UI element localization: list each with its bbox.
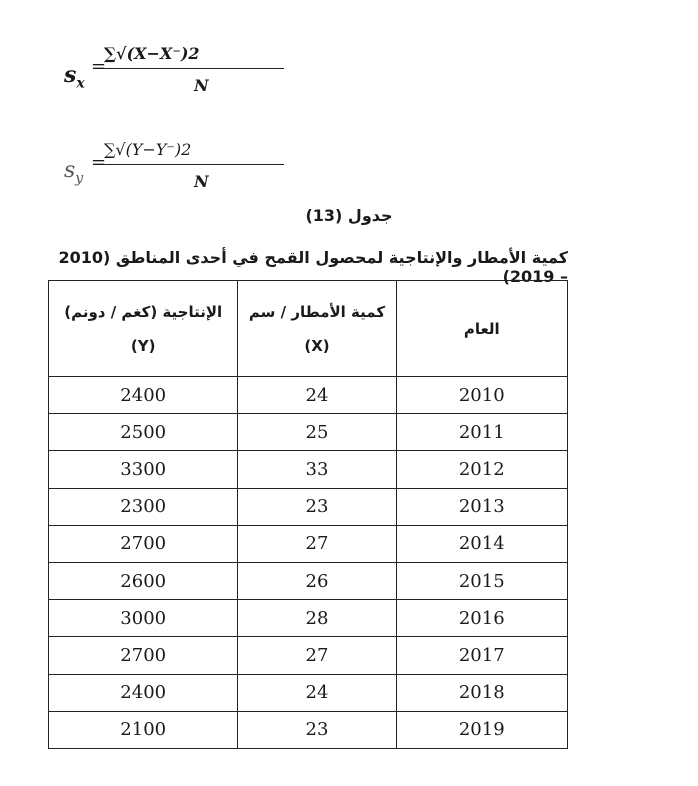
cell-rainfall: 28 — [238, 600, 396, 637]
header-productivity — [49, 281, 238, 377]
formula-sx-numerator: ∑√(X−X⁻)2 — [104, 44, 200, 63]
formula-sy-fraction-bar — [104, 164, 284, 165]
formula-sx-symbol: s — [64, 62, 77, 88]
cell-year: 2010 — [396, 377, 567, 414]
formula-sx-denominator: N — [194, 76, 209, 95]
header-rainfall-symbol: (X) — [304, 336, 330, 355]
table-body — [49, 377, 568, 749]
table-row — [49, 414, 568, 451]
cell-productivity: 2400 — [49, 377, 238, 414]
cell-productivity: 3000 — [49, 600, 238, 637]
cell-year: 2014 — [396, 525, 567, 562]
table-row — [49, 637, 568, 674]
cell-rainfall: 27 — [238, 525, 396, 562]
table-row — [49, 600, 568, 637]
table-row — [49, 525, 568, 562]
table-header-row — [49, 281, 568, 377]
cell-year: 2019 — [396, 711, 567, 748]
formula-sy-numerator: ∑√(Y−Y⁻)2 — [104, 140, 192, 159]
cell-year: 2013 — [396, 488, 567, 525]
formula-sx-equals: = — [91, 56, 107, 77]
cell-year: 2011 — [396, 414, 567, 451]
cell-productivity: 2300 — [49, 488, 238, 525]
formula-sy-subscript: y — [75, 170, 84, 187]
cell-rainfall: 23 — [238, 488, 396, 525]
header-year: العام — [396, 281, 567, 377]
formula-sy-denominator: N — [194, 172, 209, 191]
header-productivity-label: الإنتاجية (كغم / دونم) — [64, 302, 223, 321]
cell-productivity: 2100 — [49, 711, 238, 748]
formula-sx-lhs — [64, 62, 85, 91]
table-title: كمية الأمطار والإنتاجية لمحصول القمح في أحدى المناطق (2010 – 2019) — [58, 248, 568, 286]
cell-productivity: 2700 — [49, 637, 238, 674]
cell-year: 2016 — [396, 600, 567, 637]
data-table — [48, 280, 568, 749]
cell-rainfall: 25 — [238, 414, 396, 451]
cell-year: 2018 — [396, 674, 567, 711]
cell-productivity: 2700 — [49, 525, 238, 562]
header-rainfall — [238, 281, 396, 377]
formula-sx-fraction-bar — [104, 68, 284, 69]
cell-rainfall: 27 — [238, 637, 396, 674]
cell-rainfall: 24 — [238, 674, 396, 711]
cell-productivity: 2500 — [49, 414, 238, 451]
cell-productivity: 2600 — [49, 562, 238, 599]
cell-year: 2015 — [396, 562, 567, 599]
cell-rainfall: 24 — [238, 377, 396, 414]
cell-productivity: 2400 — [49, 674, 238, 711]
formula-sy-equals: = — [91, 152, 107, 173]
table-row — [49, 377, 568, 414]
header-rainfall-label: كمية الأمطار / سم — [248, 302, 386, 321]
table-row — [49, 488, 568, 525]
table-row — [49, 451, 568, 488]
formula-sx-subscript: x — [76, 75, 85, 92]
table-row — [49, 711, 568, 748]
cell-year: 2012 — [396, 451, 567, 488]
formula-sy-symbol: s — [64, 158, 76, 183]
cell-productivity: 3300 — [49, 451, 238, 488]
cell-rainfall: 33 — [238, 451, 396, 488]
table-caption: جدول (13) — [305, 206, 393, 225]
table-row — [49, 674, 568, 711]
formula-sy-lhs — [64, 158, 83, 186]
cell-year: 2017 — [396, 637, 567, 674]
cell-rainfall: 23 — [238, 711, 396, 748]
cell-rainfall: 26 — [238, 562, 396, 599]
header-productivity-symbol: (Y) — [130, 336, 156, 355]
table-row — [49, 562, 568, 599]
